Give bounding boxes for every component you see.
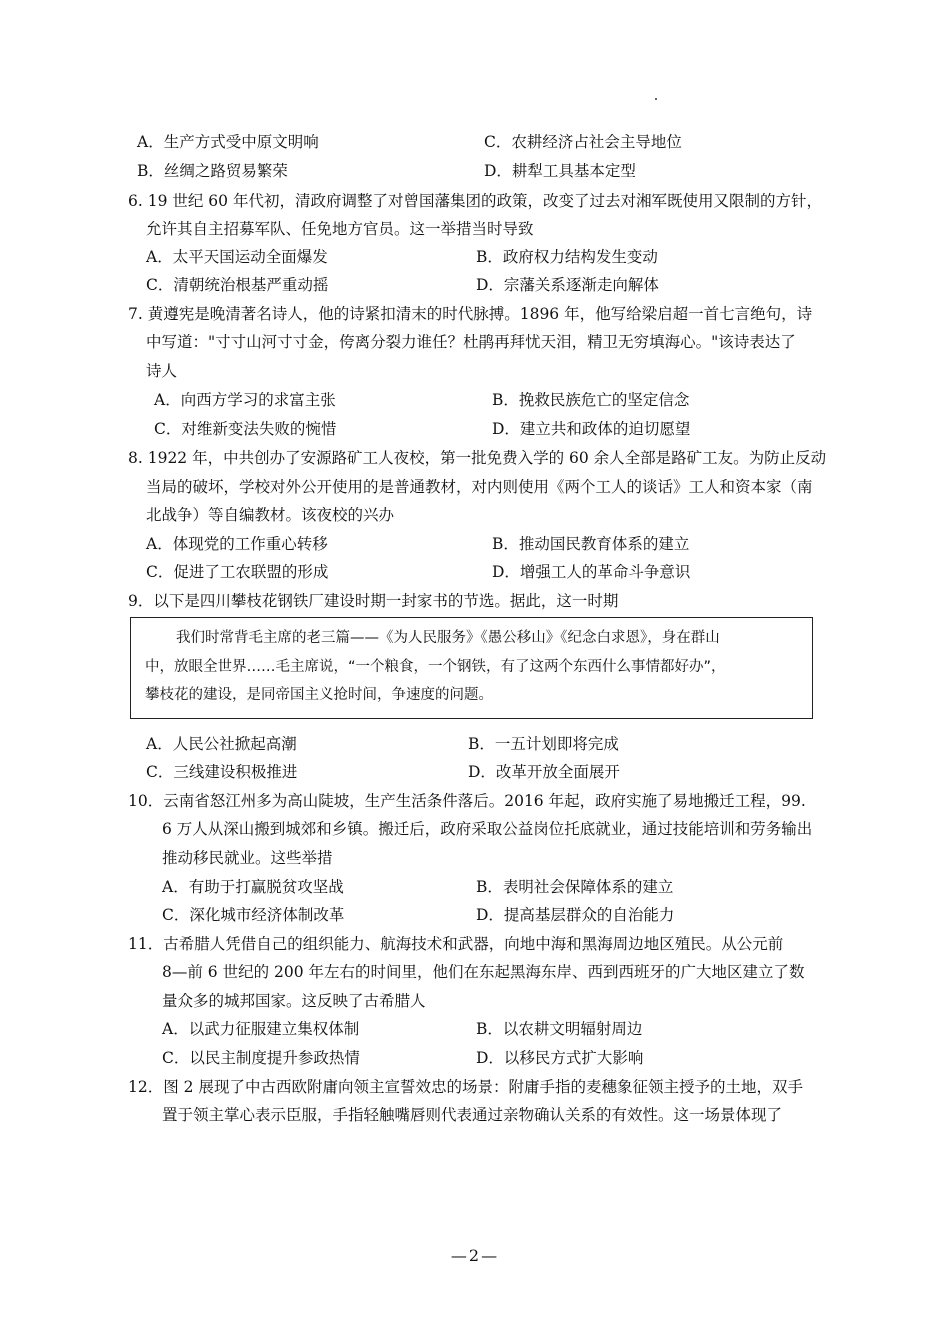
q11-stem-line-3: 量众多的城邦国家。这反映了古希腊人 [162, 992, 426, 1010]
q6-option-b: B．政府权力结构发生变动 [476, 248, 658, 266]
q6-stem-line-1: 6. 19 世纪 60 年代初，清政府调整了对曾国藩集团的政策，改变了过去对湘军既使用又限制的方针， [128, 192, 822, 210]
q5-option-c: C．农耕经济占社会主导地位 [484, 133, 682, 151]
stray-dot [655, 98, 657, 100]
q10-stem-line-3: 推动移民就业。这些举措 [162, 849, 333, 867]
q6-stem-line-2: 允许其自主招募军队、任免地方官员。这一举措当时导致 [146, 220, 534, 238]
q12-stem-line-1: 12．图 2 展现了中古西欧附庸向领主宣誓效忠的场景：附庸手指的麦穗象征领主授予的土地，双手 [128, 1078, 803, 1096]
q9-option-a: A．人民公社掀起高潮 [146, 735, 297, 753]
q8-option-c: C．促进了工农联盟的形成 [146, 563, 329, 581]
q8-stem-line-3: 北战争）等自编教材。该夜校的兴办 [146, 506, 395, 524]
q6-option-a: A．太平天国运动全面爆发 [146, 248, 328, 266]
q6-option-d: D．宗藩关系逐渐走向解体 [476, 276, 659, 294]
q9-option-d: D．改革开放全面展开 [468, 763, 620, 781]
q7-stem-line-2: 中写道："寸寸山河寸寸金，侉离分裂力谁任？杜鹃再拜忧天泪，精卫无穷填海心。"该诗表达了 [146, 333, 796, 351]
q9-option-b: B．一五计划即将完成 [468, 735, 619, 753]
q10-stem-line-1: 10．云南省怒江州多为高山陡坡，生产生活条件落后。2016 年起，政府实施了易地搬迁工程，99. [128, 792, 806, 810]
q9-quote-line-2: 中，放眼全世界……毛主席说，“一个粮食，一个钢铁，有了这两个东西什么事情都好办”， [145, 659, 726, 675]
page-number: —2— [450, 1246, 500, 1265]
q8-option-b: B．推动国民教育体系的建立 [492, 535, 690, 553]
q9-quote-box [130, 617, 813, 719]
q7-option-b: B．挽救民族危亡的坚定信念 [492, 391, 690, 409]
q11-option-d: D．以移民方式扩大影响 [476, 1049, 644, 1067]
q10-option-a: A．有助于打赢脱贫攻坚战 [162, 878, 344, 896]
q9-option-c: C．三线建设积极推进 [146, 763, 298, 781]
q12-stem-line-2: 置于领主掌心表示臣服，手指轻触嘴唇则代表通过亲物确认关系的有效性。这一场景体现了 [162, 1106, 783, 1124]
q9-quote-line-3: 攀枝花的建设，是同帝国主义抢时间，争速度的问题。 [145, 687, 493, 703]
q8-option-d: D．增强工人的革命斗争意识 [492, 563, 691, 581]
q11-option-b: B．以农耕文明辐射周边 [476, 1020, 643, 1038]
q10-stem-line-2: 6 万人从深山搬到城郊和乡镇。搬迁后，政府采取公益岗位托底就业，通过技能培训和劳务输出 [162, 820, 813, 838]
q5-option-a: A．生产方式受中原文明响 [137, 133, 319, 151]
q5-option-b: B．丝绸之路贸易繁荣 [137, 162, 288, 180]
q8-stem-line-1: 8. 1922 年，中共创办了安源路矿工人夜校，第一批免费入学的 60 余人全部是路矿工友。为防止反动 [128, 449, 827, 467]
q8-stem-line-2: 当局的破坏，学校对外公开使用的是普通教材，对内则使用《两个工人的谈话》工人和资本家（南 [146, 478, 813, 496]
q11-option-a: A．以武力征服建立集权体制 [162, 1020, 360, 1038]
q7-stem-line-1: 7. 黄遵宪是晚清著名诗人，他的诗紧扣清末的时代脉搏。1896 年，他写给梁启超一首七言绝句，诗 [128, 305, 813, 323]
q7-option-c: C．对维新变法失败的惋惜 [154, 420, 337, 438]
q7-option-d: D．建立共和政体的迫切愿望 [492, 420, 691, 438]
q8-option-a: A．体现党的工作重心转移 [146, 535, 328, 553]
q11-stem-line-1: 11．古希腊人凭借自己的组织能力、航海技术和武器，向地中海和黑海周边地区殖民。从公元前 [128, 935, 784, 953]
q11-stem-line-2: 8—前 6 世纪的 200 年左右的时间里，他们在东起黑海东岸、西到西班牙的广大地区建立了数 [162, 963, 805, 981]
q6-option-c: C．清朝统治根基严重动摇 [146, 276, 329, 294]
q10-option-b: B．表明社会保障体系的建立 [476, 878, 674, 896]
q7-stem-line-3: 诗人 [146, 362, 178, 380]
q11-option-c: C．以民主制度提升参政热情 [162, 1049, 360, 1067]
q10-option-c: C．深化城市经济体制改革 [162, 906, 345, 924]
q10-option-d: D．提高基层群众的自治能力 [476, 906, 675, 924]
q7-option-a: A．向西方学习的求富主张 [154, 391, 336, 409]
q9-quote-line-1: 我们时常背毛主席的老三篇——《为人民服务》《愚公移山》《纪念白求恩》，身在群山 [176, 630, 720, 646]
q5-option-d: D．耕犁工具基本定型 [484, 162, 636, 180]
q9-stem: 9．以下是四川攀枝花钢铁厂建设时期一封家书的节选。据此，这一时期 [128, 592, 619, 610]
